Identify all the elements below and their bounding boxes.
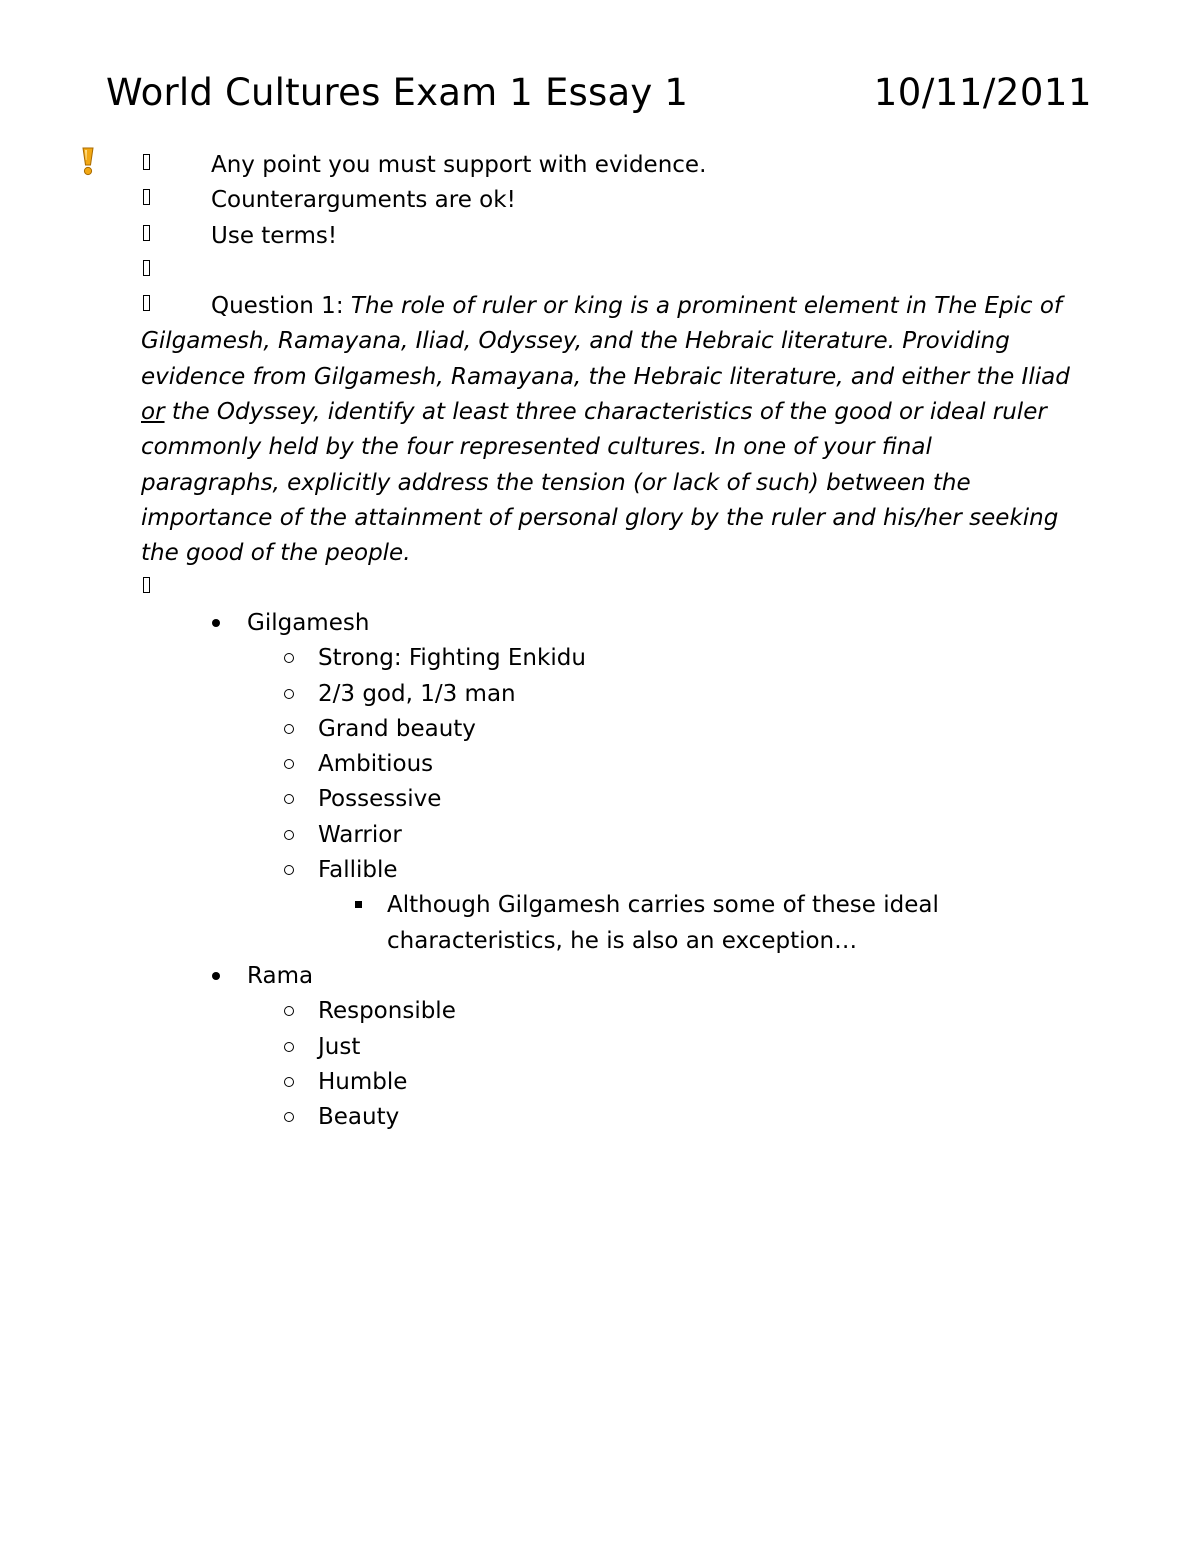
circle-bullet-icon (284, 830, 294, 840)
list-item (0, 994, 1200, 1029)
sub-note (0, 888, 1200, 959)
circle-bullet-icon (284, 865, 294, 875)
question-label: Question 1: (211, 293, 351, 320)
question-body-part: The role of ruler or king is a prominent element in The Epic of Gilgamesh, Ramayana, Iliad, Odyssey, and the Hebraic literature. Providing evidence from Gilgamesh, Ramayana, the Hebraic literature, and either the Iliad (141, 293, 1070, 390)
list-item-text: Strong: Fighting Enkidu (318, 645, 586, 672)
list-item (0, 1030, 1200, 1065)
bullet-icon (212, 972, 220, 980)
note-text: Any point you must support with evidence. (211, 152, 707, 178)
list-item-text: Warrior (318, 821, 402, 848)
list-item (0, 712, 1200, 747)
circle-bullet-icon (284, 1006, 294, 1016)
question-block (0, 289, 1200, 571)
note-item (0, 183, 1200, 218)
note-item (0, 219, 1200, 254)
circle-bullet-icon (284, 689, 294, 699)
list-item (0, 1065, 1200, 1100)
list-item (0, 818, 1200, 853)
list-item (0, 641, 1200, 676)
empty-box-icon (143, 577, 150, 593)
list-item-text: 2/3 god, 1/3 man (318, 680, 516, 707)
circle-bullet-icon (284, 1042, 294, 1052)
question-body-part: the Odyssey, identify at least three characteristics of the good or ideal ruler commonly held by the four represented cultures. In one of your final paragraphs, explicitly address the tension (or lack of such) between the importance of the attainment of personal glory by the ruler and his/her seeking the good of the people. (141, 399, 1059, 567)
circle-bullet-icon (284, 1112, 294, 1122)
note-item (0, 148, 1200, 183)
circle-bullet-icon (284, 759, 294, 769)
circle-bullet-icon (284, 724, 294, 734)
list-item (0, 747, 1200, 782)
list-item (0, 1100, 1200, 1135)
note-text: Counterarguments are ok! (211, 187, 516, 214)
note-text: Use terms! (211, 222, 338, 249)
outline-topic (0, 959, 1200, 994)
empty-box-icon (143, 189, 150, 205)
list-item-text: Possessive (318, 786, 442, 813)
note-list (0, 148, 1200, 606)
list-item-text: Fallible (318, 857, 398, 884)
empty-box-icon (143, 225, 150, 241)
circle-bullet-icon (284, 1077, 294, 1087)
square-bullet-icon (355, 901, 362, 908)
circle-bullet-icon (284, 653, 294, 663)
list-item (0, 677, 1200, 712)
outline-list (0, 606, 1200, 1135)
list-item-text: Grand beauty (318, 715, 476, 742)
note-item (0, 254, 1200, 289)
list-item-text: Ambitious (318, 751, 434, 778)
list-item-text: Responsible (318, 998, 456, 1025)
page-title: World Cultures Exam 1 Essay 1 (106, 71, 689, 114)
question-body (141, 293, 1070, 566)
sub-note-text: Although Gilgamesh carries some of these ideal characteristics, he is also an exception… (387, 892, 939, 954)
outline-topic (0, 606, 1200, 641)
list-item-text: Beauty (318, 1104, 400, 1131)
topic-label: Gilgamesh (247, 610, 370, 636)
bullet-icon (212, 619, 220, 627)
question-or-word: or (141, 399, 165, 426)
empty-box-icon (143, 154, 150, 170)
topic-label: Rama (247, 962, 314, 989)
question-text (141, 289, 1071, 571)
list-item-text: Just (318, 1033, 361, 1060)
list-item-text: Humble (318, 1068, 408, 1095)
circle-bullet-icon (284, 794, 294, 804)
page-date: 10/11/2011 (873, 71, 1092, 114)
list-item (0, 782, 1200, 817)
list-item (0, 853, 1200, 888)
empty-box-icon (143, 260, 150, 276)
note-item (0, 571, 1200, 606)
